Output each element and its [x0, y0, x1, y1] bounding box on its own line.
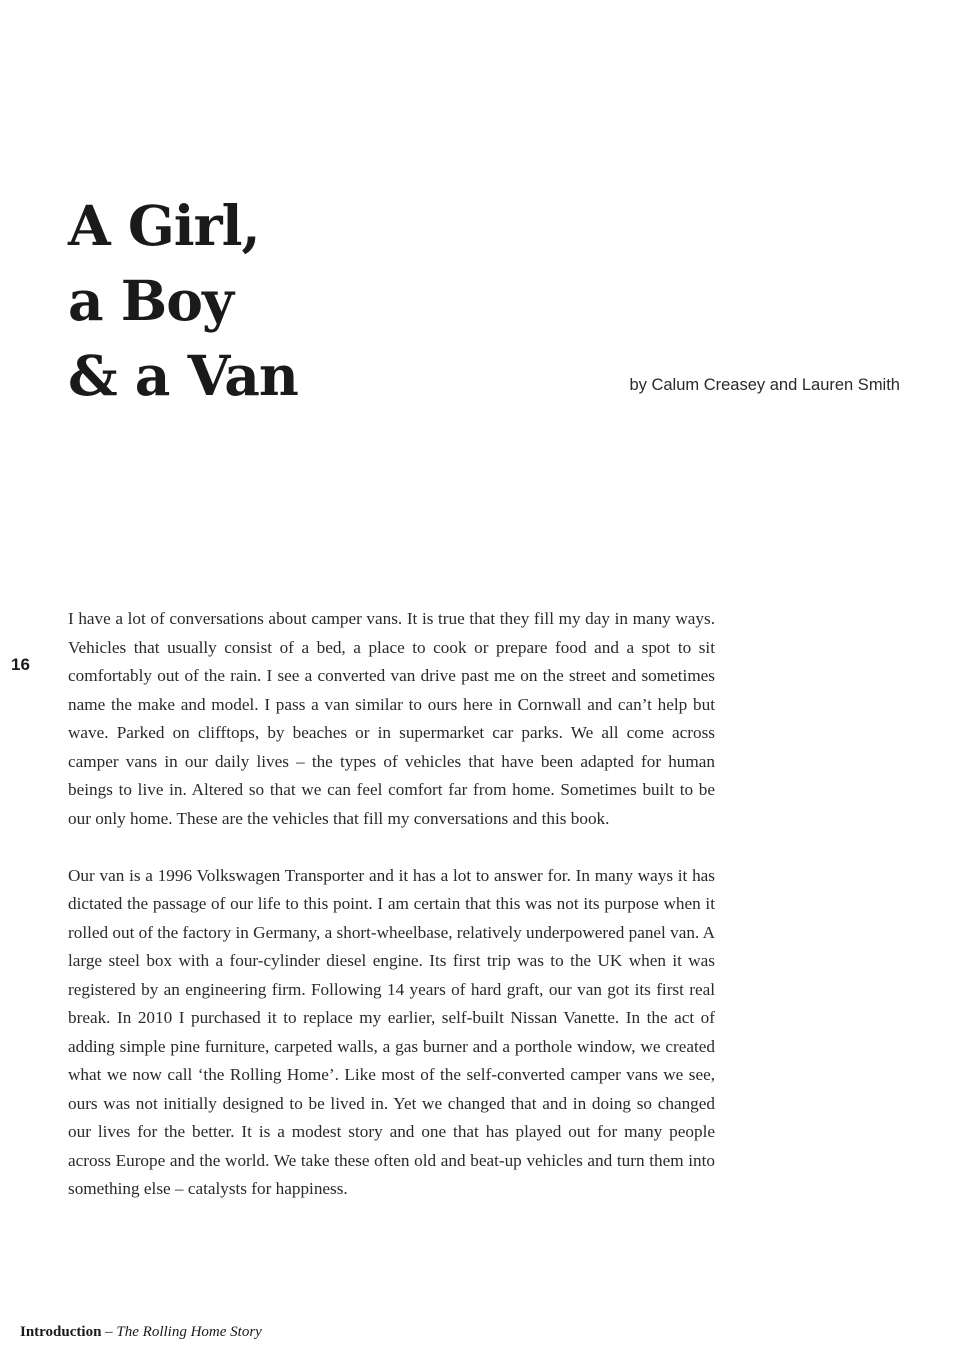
running-footer	[20, 1324, 262, 1341]
page-number: 16	[11, 655, 30, 674]
footer-subtitle: The Rolling Home Story	[116, 1324, 262, 1340]
footer-section: Introduction	[20, 1324, 102, 1340]
chapter-title-line-1: A Girl,	[68, 193, 260, 258]
paragraph-2: Our van is a 1996 Volkswagen Transporter and it has a lot to answer for. In many ways it has dictated the passage of our life to this point. I am certain that this was not its purpose when it rolled out of the factory in Germany, a short-wheelbase, relatively underpowered panel van. A large steel box with a four-cylinder diesel engine. Its first trip was to the UK when it was registered by an engineering firm. Following 14 years of hard graft, our van got its first real break. In 2010 I purchased it to replace my earlier, self-built Nissan Vanette. In the act of adding simple pine furniture, carpeted walls, a gas burner and a porthole window, we created what we now call ‘the Rolling Home’. Like most of the self-converted camper vans we see, ours was not initially designed to be lived in. Yet we changed that and in doing so changed our lives for the better. It is a modest story and one that has played out for many people across Europe and the world. We take these often old and beat-up vehicles and turn them into something else – catalysts for happiness.	[68, 865, 715, 1198]
paragraph-1: I have a lot of conversations about camper vans. It is true that they fill my day in many ways. Vehicles that usually consist of a bed, a place to cook or prepare food and a spot to sit comfortably out of the rain. I see a converted van drive past me on the street and sometimes name the make and model. I pass a van similar to ours here in Cornwall and can’t help but wave. Parked on clifftops, by beaches or in supermarket car parks. We all come across camper vans in our daily lives – the types of vehicles that have been adapted for human beings to live in. Altered so that we can feel comfort far from home. Sometimes built to be our only home. These are the vehicles that fill my conversations and this book.	[68, 609, 715, 828]
chapter-title-line-3: & a Van	[68, 343, 298, 408]
footer-separator: –	[101, 1324, 117, 1340]
chapter-title	[68, 188, 298, 413]
chapter-title-line-2: a Boy	[68, 268, 233, 333]
body-text	[68, 605, 715, 1232]
author-byline: by Calum Creasey and Lauren Smith	[629, 376, 900, 394]
